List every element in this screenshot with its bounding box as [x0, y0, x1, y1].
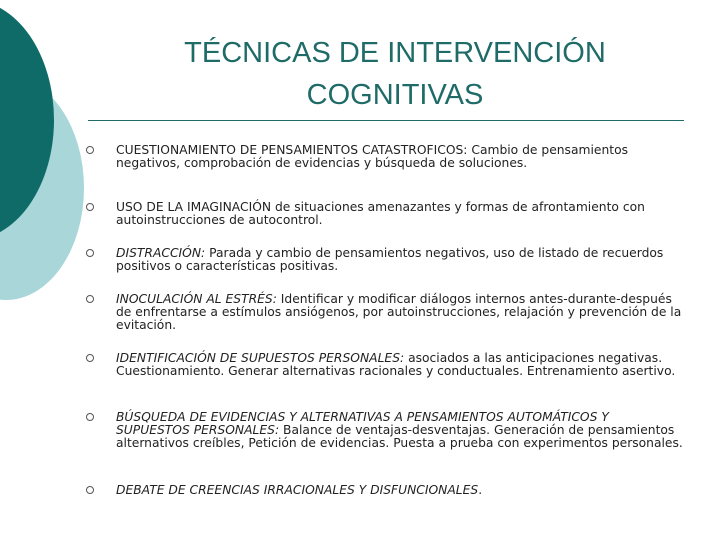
list-item — [86, 352, 686, 411]
item-text: Cambio de pensamientos negativos, comprobación de evidencias y búsqueda de soluciones. — [116, 143, 629, 170]
item-term: INOCULACIÓN AL ESTRÉS: — [116, 292, 277, 306]
item-term: CUESTIONAMIENTO DE PENSAMIENTOS CATASTROFICOS: — [116, 143, 468, 157]
item-text: asociados a las anticipaciones negativas. Cuestionamiento. Generar alternativas racionales y conductuales. Entrenamiento asertivo. — [116, 351, 676, 378]
item-term: DEBATE DE CREENCIAS IRRACIONALES Y DISFUNCIONALES — [116, 483, 479, 497]
item-term: IDENTIFICACIÓN DE SUPUESTOS PERSONALES: — [116, 351, 405, 365]
title-line-1: TÉCNICAS DE INTERVENCIÓN — [184, 37, 606, 69]
bullet-icon — [86, 354, 94, 362]
list-item — [86, 484, 686, 500]
item-term: BÚSQUEDA DE EVIDENCIAS Y ALTERNATIVAS A PENSAMIENTOS AUTOMÁTICOS Y SUPUESTOS PERSONALES: — [116, 410, 609, 437]
title-line-2: COGNITIVAS — [306, 79, 484, 111]
list-item — [86, 144, 686, 201]
item-text: Parada y cambio de pensamientos negativos, uso de listado de recuerdos positivos o características positivas. — [116, 246, 664, 273]
slide-title — [120, 32, 670, 116]
bullet-icon — [86, 203, 94, 211]
list-item — [86, 247, 686, 293]
title-divider — [88, 120, 684, 121]
list-item — [86, 293, 686, 352]
item-text: de situaciones amenazantes y formas de afrontamiento con autoinstrucciones de autocontrol. — [116, 200, 645, 227]
bullet-icon — [86, 413, 94, 421]
item-text: . — [478, 483, 483, 497]
bullet-icon — [86, 249, 94, 257]
list-item — [86, 411, 686, 484]
bullet-icon — [86, 295, 94, 303]
list-item — [86, 201, 686, 247]
item-text: Identificar y modificar diálogos internos antes-durante-después de enfrentarse a estímulos ansiógenos, por autoinstrucciones, relajación y prevención de la evitación. — [116, 292, 682, 332]
bullet-icon — [86, 486, 94, 494]
technique-list — [86, 144, 686, 500]
item-text: Balance de ventajas-desventajas. Generación de pensamientos alternativos creíbles, Petición de evidencias. Puesta a prueba con experimentos personales. — [116, 423, 683, 450]
bullet-icon — [86, 146, 94, 154]
item-term: USO DE LA IMAGINACIÓN — [116, 200, 272, 214]
item-term: DISTRACCIÓN: — [116, 246, 206, 260]
